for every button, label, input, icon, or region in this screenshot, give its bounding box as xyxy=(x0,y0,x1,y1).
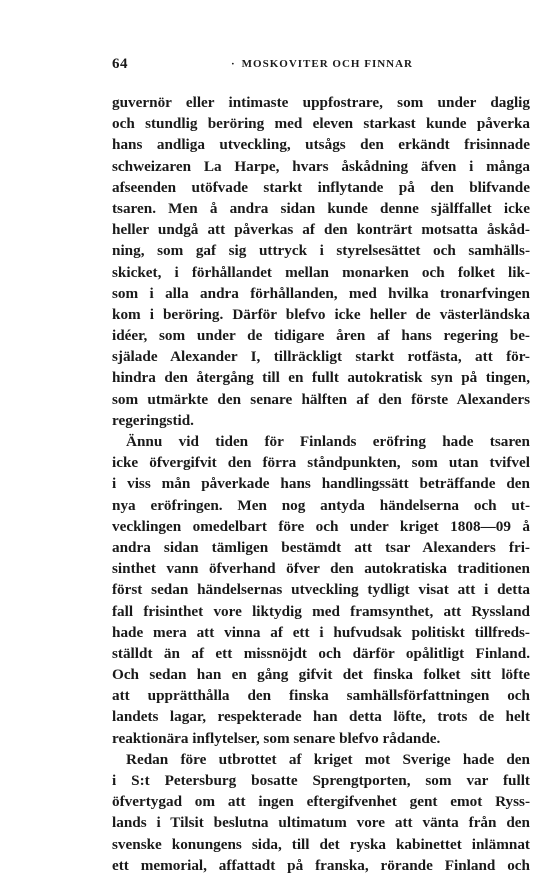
text-line: kom i beröring. Därför blefvo icke heller de västerländska xyxy=(112,305,530,323)
text-line: ställdt än af ett missnöjdt och därför opålitligt Finland. xyxy=(112,644,530,662)
text-line: lands i Tilsit beslutna ultimatum vore att vänta från den xyxy=(112,814,530,832)
text-line: icke öfvergifvit den förra ståndpunkten, som utan tvifvel xyxy=(112,454,530,472)
text-line: landets lagar, respekterade han detta löfte, trots de helt xyxy=(112,708,530,726)
text-line: Och sedan han en gång gifvit det finska folket sitt löfte xyxy=(112,666,530,684)
header-dot: · xyxy=(230,58,236,70)
text-line: vecklingen omedelbart före och under kriget 1808—09 å xyxy=(112,517,530,535)
text-line: Redan före utbrottet af kriget mot Sverige hade den xyxy=(126,750,530,768)
text-line: hindra den återgång till en fullt autokratisk syn på tingen, xyxy=(112,369,530,387)
text-line: öfvertygad om att ingen eftergifvenhet gent emot Ryss- xyxy=(112,793,530,811)
text-line: skicket, i förhållandet mellan monarken och folket lik- xyxy=(112,263,530,281)
text-line: nya eröfringen. Men nog antyda händelserna och ut- xyxy=(112,496,530,514)
running-head xyxy=(112,58,532,70)
text-line: schweizaren La Harpe, hvars åskådning äfven i många xyxy=(112,157,530,175)
text-line: sinthet vann öfverhand öfver den autokratiska traditionen xyxy=(112,560,530,578)
text-line: reaktionära inflytelser, som senare blefvo rådande. xyxy=(112,729,441,747)
page-number: 64 xyxy=(112,56,128,72)
text-line: andra sidan tämligen bestämdt att tsar Alexanders fri- xyxy=(112,538,530,556)
text-line: guvernör eller intimaste uppfostrare, som under daglig xyxy=(112,94,530,111)
text-line: som i alla andra förhållanden, med hvilka tronarfvingen xyxy=(112,284,530,302)
text-line: ett memorial, affattadt på franska, rörande Finland och xyxy=(112,856,530,874)
text-line: i viss mån påverkade hans handlingssätt beträffande den xyxy=(112,475,530,493)
text-line: först sedan händelsernas utveckling tydligt visat att i detta xyxy=(112,581,530,599)
text-line: regeringstid. xyxy=(112,411,194,429)
text-line: fall frisinthet vore liktydig med framsynthet, att Ryssland xyxy=(112,602,530,620)
text-line: heller undgå att påverkas af den konträrt motsatta åskåd- xyxy=(112,221,530,239)
text-line: svenske konungens sida, till det ryska kabinettet inlämnat xyxy=(112,835,530,853)
text-line: afseenden utöfvade starkt inflytande på den blifvande xyxy=(112,178,530,196)
body-text xyxy=(112,92,530,876)
text-line: att upprätthålla den finska samhällsförfattningen och xyxy=(112,687,530,705)
text-line: tsaren. Men å andra sidan kunde denne själffallet icke xyxy=(112,199,530,217)
text-line: som utmärkte den senare hälften af den förste Alexanders xyxy=(112,390,530,408)
text-line: idéer, som under de tidigare åren af hans regering be- xyxy=(112,327,530,345)
paragraph-1 xyxy=(112,92,530,431)
page-header xyxy=(112,56,532,76)
text-line: ning, som gaf sig uttryck i styrelsesättet och samhälls- xyxy=(112,242,530,260)
text-line: i S:t Petersburg bosatte Sprengtporten, som var fullt xyxy=(112,772,530,789)
text-line: och stundlig beröring med eleven starkast kunde påverka xyxy=(112,115,530,133)
running-title: MOSKOVITER OCH FINNAR xyxy=(241,58,413,70)
text-line: hade mera att vinna af ett i hufvudsak politiskt tillfreds- xyxy=(112,623,530,641)
paragraph-3 xyxy=(112,749,530,876)
text-line: Ännu vid tiden för Finlands eröfring hade tsaren xyxy=(126,433,530,450)
paragraph-2 xyxy=(112,431,530,749)
text-line: hans andliga utveckling, utsågs den erkändt frisinnade xyxy=(112,136,530,154)
text-line: själade Alexander I, tillräckligt starkt rotfästa, att för- xyxy=(112,348,530,366)
